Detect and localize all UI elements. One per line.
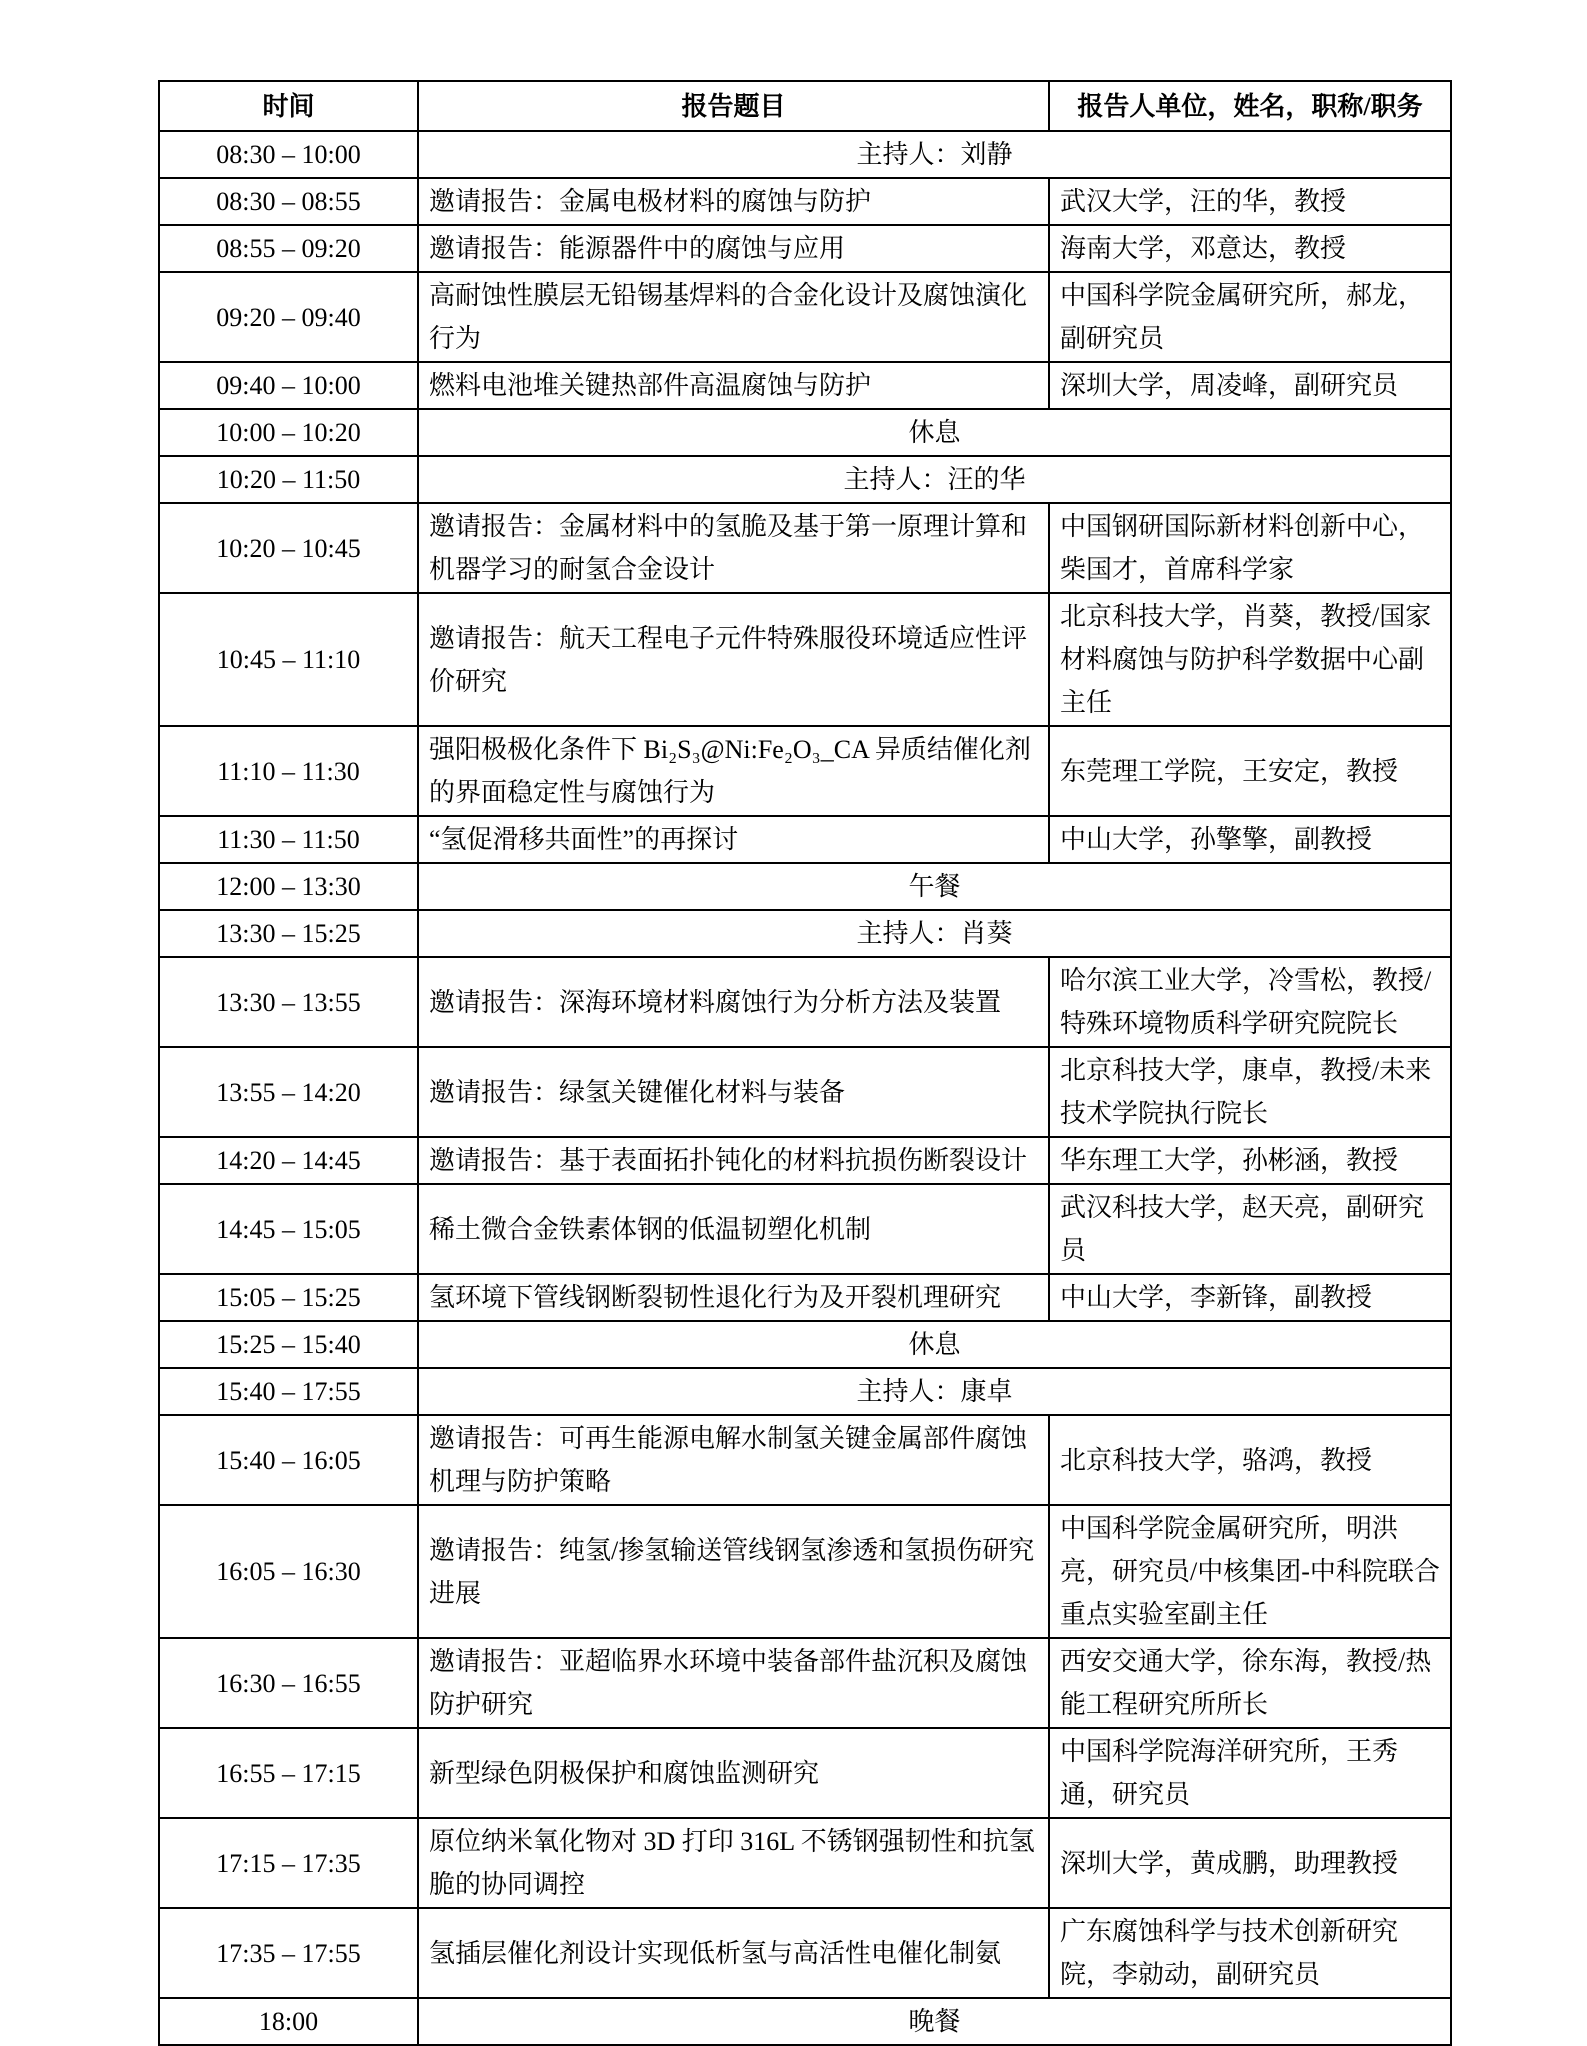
speaker-cell: 深圳大学，周凌峰，副研究员: [1049, 362, 1451, 409]
time-cell: 08:30 – 08:55: [159, 178, 418, 225]
title-cell: 邀请报告：亚超临界水环境中装备部件盐沉积及腐蚀防护研究: [418, 1638, 1049, 1728]
header-time: 时间: [159, 81, 418, 131]
time-cell: 13:55 – 14:20: [159, 1047, 418, 1137]
speaker-cell: 北京科技大学，肖葵，教授/国家材料腐蚀与防护科学数据中心副主任: [1049, 593, 1451, 726]
speaker-cell: 深圳大学，黄成鹏，助理教授: [1049, 1818, 1451, 1908]
time-cell: 15:25 – 15:40: [159, 1321, 418, 1368]
table-row: [159, 1321, 1451, 1368]
table-row: [159, 1274, 1451, 1321]
session-cell: 主持人：康卓: [418, 1368, 1451, 1415]
title-cell: 邀请报告：纯氢/掺氢输送管线钢氢渗透和氢损伤研究进展: [418, 1505, 1049, 1638]
time-cell: 15:40 – 16:05: [159, 1415, 418, 1505]
table-row: [159, 1638, 1451, 1728]
title-cell: 高耐蚀性膜层无铅锡基焊料的合金化设计及腐蚀演化行为: [418, 272, 1049, 362]
time-cell: 10:45 – 11:10: [159, 593, 418, 726]
time-cell: 09:40 – 10:00: [159, 362, 418, 409]
speaker-cell: 中国科学院海洋研究所，王秀通，研究员: [1049, 1728, 1451, 1818]
time-cell: 11:10 – 11:30: [159, 726, 418, 816]
table-row: [159, 593, 1451, 726]
title-cell: 邀请报告：金属电极材料的腐蚀与防护: [418, 178, 1049, 225]
table-row: [159, 272, 1451, 362]
session-cell: 休息: [418, 1321, 1451, 1368]
title-cell: 邀请报告：航天工程电子元件特殊服役环境适应性评价研究: [418, 593, 1049, 726]
time-cell: 10:20 – 11:50: [159, 456, 418, 503]
speaker-cell: 中国钢研国际新材料创新中心，柴国才，首席科学家: [1049, 503, 1451, 593]
table-row: [159, 816, 1451, 863]
title-cell: 氢插层催化剂设计实现低析氢与高活性电催化制氨: [418, 1908, 1049, 1998]
speaker-cell: 西安交通大学，徐东海，教授/热能工程研究所所长: [1049, 1638, 1451, 1728]
schedule-table: [158, 80, 1452, 2046]
title-cell: 邀请报告：基于表面拓扑钝化的材料抗损伤断裂设计: [418, 1137, 1049, 1184]
header-row: [159, 81, 1451, 131]
speaker-cell: 北京科技大学，康卓，教授/未来技术学院执行院长: [1049, 1047, 1451, 1137]
table-row: [159, 1415, 1451, 1505]
session-cell: 休息: [418, 409, 1451, 456]
time-cell: 17:35 – 17:55: [159, 1908, 418, 1998]
speaker-cell: 中山大学，李新锋，副教授: [1049, 1274, 1451, 1321]
session-cell: 午餐: [418, 863, 1451, 910]
speaker-cell: 武汉科技大学，赵天亮，副研究员: [1049, 1184, 1451, 1274]
table-row: [159, 1184, 1451, 1274]
time-cell: 12:00 – 13:30: [159, 863, 418, 910]
time-cell: 16:55 – 17:15: [159, 1728, 418, 1818]
table-row: [159, 1047, 1451, 1137]
time-cell: 15:05 – 15:25: [159, 1274, 418, 1321]
time-cell: 17:15 – 17:35: [159, 1818, 418, 1908]
header-speaker: 报告人单位，姓名，职称/职务: [1049, 81, 1451, 131]
speaker-cell: 华东理工大学，孙彬涵，教授: [1049, 1137, 1451, 1184]
time-cell: 16:30 – 16:55: [159, 1638, 418, 1728]
table-row: [159, 131, 1451, 178]
speaker-cell: 北京科技大学，骆鸿，教授: [1049, 1415, 1451, 1505]
time-cell: 15:40 – 17:55: [159, 1368, 418, 1415]
table-row: [159, 1728, 1451, 1818]
session-cell: 主持人：刘静: [418, 131, 1451, 178]
title-cell: “氢促滑移共面性”的再探讨: [418, 816, 1049, 863]
time-cell: 13:30 – 15:25: [159, 910, 418, 957]
time-cell: 14:45 – 15:05: [159, 1184, 418, 1274]
speaker-cell: 中国科学院金属研究所，郝龙，副研究员: [1049, 272, 1451, 362]
session-cell: 主持人：汪的华: [418, 456, 1451, 503]
speaker-cell: 武汉大学，汪的华，教授: [1049, 178, 1451, 225]
title-cell: 邀请报告：绿氢关键催化材料与装备: [418, 1047, 1049, 1137]
header-title: 报告题目: [418, 81, 1049, 131]
title-cell: 强阳极极化条件下 Bi₂S₃@Ni:Fe₂O₃_CA 异质结催化剂的界面稳定性与腐蚀行为: [418, 726, 1049, 816]
table-row: [159, 863, 1451, 910]
title-cell: 氢环境下管线钢断裂韧性退化行为及开裂机理研究: [418, 1274, 1049, 1321]
time-cell: 18:00: [159, 1998, 418, 2045]
table-row: [159, 910, 1451, 957]
table-row: [159, 1368, 1451, 1415]
time-cell: 11:30 – 11:50: [159, 816, 418, 863]
table-row: [159, 1137, 1451, 1184]
time-cell: 09:20 – 09:40: [159, 272, 418, 362]
table-row: [159, 1818, 1451, 1908]
speaker-cell: 哈尔滨工业大学，冷雪松，教授/特殊环境物质科学研究院院长: [1049, 957, 1451, 1047]
table-row: [159, 456, 1451, 503]
time-cell: 10:20 – 10:45: [159, 503, 418, 593]
table-row: [159, 726, 1451, 816]
table-row: [159, 362, 1451, 409]
table-row: [159, 178, 1451, 225]
table-row: [159, 503, 1451, 593]
speaker-cell: 东莞理工学院，王安定，教授: [1049, 726, 1451, 816]
time-cell: 10:00 – 10:20: [159, 409, 418, 456]
table-row: [159, 409, 1451, 456]
time-cell: 08:55 – 09:20: [159, 225, 418, 272]
speaker-cell: 海南大学，邓意达，教授: [1049, 225, 1451, 272]
table-row: [159, 1998, 1451, 2045]
table-row: [159, 1505, 1451, 1638]
table-row: [159, 1908, 1451, 1998]
speaker-cell: 中国科学院金属研究所，明洪亮，研究员/中核集团-中科院联合重点实验室副主任: [1049, 1505, 1451, 1638]
speaker-cell: 中山大学，孙擎擎，副教授: [1049, 816, 1451, 863]
table-row: [159, 225, 1451, 272]
title-cell: 燃料电池堆关键热部件高温腐蚀与防护: [418, 362, 1049, 409]
title-cell: 邀请报告：可再生能源电解水制氢关键金属部件腐蚀机理与防护策略: [418, 1415, 1049, 1505]
schedule-body: [159, 131, 1451, 2045]
time-cell: 08:30 – 10:00: [159, 131, 418, 178]
title-cell: 原位纳米氧化物对 3D 打印 316L 不锈钢强韧性和抗氢脆的协同调控: [418, 1818, 1049, 1908]
title-cell: 邀请报告：金属材料中的氢脆及基于第一原理计算和机器学习的耐氢合金设计: [418, 503, 1049, 593]
session-cell: 晚餐: [418, 1998, 1451, 2045]
table-row: [159, 957, 1451, 1047]
title-cell: 邀请报告：能源器件中的腐蚀与应用: [418, 225, 1049, 272]
time-cell: 16:05 – 16:30: [159, 1505, 418, 1638]
title-cell: 稀土微合金铁素体钢的低温韧塑化机制: [418, 1184, 1049, 1274]
title-cell: 新型绿色阴极保护和腐蚀监测研究: [418, 1728, 1049, 1818]
time-cell: 14:20 – 14:45: [159, 1137, 418, 1184]
title-cell: 邀请报告：深海环境材料腐蚀行为分析方法及装置: [418, 957, 1049, 1047]
speaker-cell: 广东腐蚀科学与技术创新研究院，李勍动，副研究员: [1049, 1908, 1451, 1998]
time-cell: 13:30 – 13:55: [159, 957, 418, 1047]
session-cell: 主持人：肖葵: [418, 910, 1451, 957]
